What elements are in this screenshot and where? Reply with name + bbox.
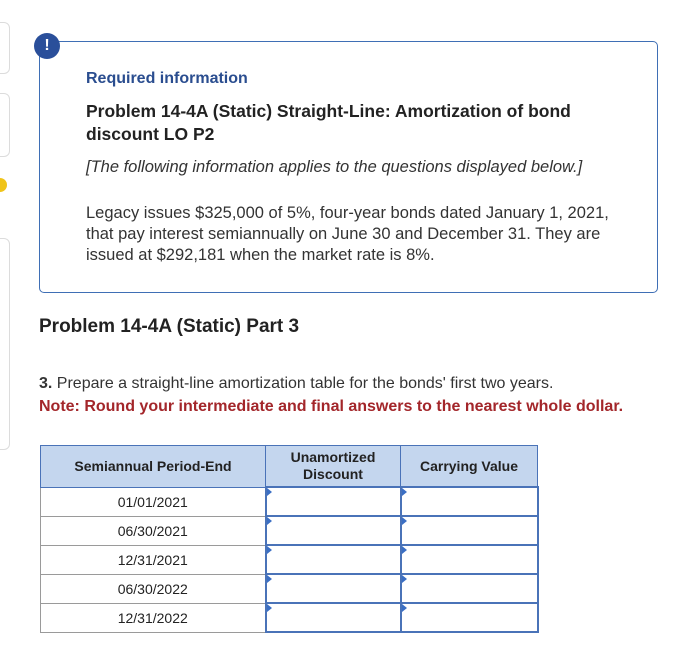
header-discount-line2: Discount bbox=[303, 466, 363, 482]
period-cell: 12/31/2021 bbox=[41, 545, 266, 574]
problem-title: Problem 14-4A (Static) Straight-Line: Amortization of bond discount LO P2 bbox=[86, 101, 571, 144]
input-marker-icon bbox=[267, 604, 272, 612]
table-row bbox=[41, 574, 538, 603]
carrying-value-input[interactable] bbox=[402, 546, 537, 573]
carrying-value-input[interactable] bbox=[402, 575, 537, 602]
table-row bbox=[41, 603, 538, 632]
instruction-text: Prepare a straight-line amortization table for the bonds' first two years. bbox=[52, 375, 554, 392]
input-marker-icon bbox=[402, 517, 407, 525]
left-edge-card-lower bbox=[0, 238, 10, 450]
instruction-number: 3. bbox=[39, 375, 53, 392]
input-marker-icon bbox=[267, 517, 272, 525]
unamortized-discount-input[interactable] bbox=[267, 604, 400, 631]
table-row bbox=[41, 545, 538, 574]
required-information-heading: Required information bbox=[86, 70, 248, 87]
unamortized-discount-input[interactable] bbox=[267, 517, 400, 544]
input-marker-icon bbox=[267, 575, 272, 583]
period-cell: 06/30/2022 bbox=[41, 574, 266, 603]
table-row bbox=[41, 516, 538, 545]
carrying-value-input-cell[interactable] bbox=[401, 487, 538, 516]
status-dot-icon bbox=[0, 178, 7, 192]
instruction bbox=[39, 375, 553, 393]
unamortized-discount-input-cell[interactable] bbox=[266, 516, 401, 545]
unamortized-discount-input-cell[interactable] bbox=[266, 574, 401, 603]
input-marker-icon bbox=[402, 604, 407, 612]
header-unamortized-discount bbox=[266, 446, 401, 488]
unamortized-discount-input[interactable] bbox=[267, 488, 400, 515]
input-marker-icon bbox=[267, 488, 272, 496]
unamortized-discount-input-cell[interactable] bbox=[266, 487, 401, 516]
table-row bbox=[41, 487, 538, 516]
period-cell: 06/30/2021 bbox=[41, 516, 266, 545]
header-carrying-value: Carrying Value bbox=[401, 446, 538, 488]
carrying-value-input[interactable] bbox=[402, 488, 537, 515]
period-cell: 01/01/2021 bbox=[41, 487, 266, 516]
amortization-table bbox=[40, 445, 539, 633]
unamortized-discount-input[interactable] bbox=[267, 575, 400, 602]
unamortized-discount-input[interactable] bbox=[267, 546, 400, 573]
alert-icon: ! bbox=[34, 33, 60, 59]
applies-note: [The following information applies to the questions displayed below.] bbox=[86, 158, 583, 176]
unamortized-discount-input-cell[interactable] bbox=[266, 545, 401, 574]
left-edge-card-middle bbox=[0, 93, 10, 157]
left-edge-card-top bbox=[0, 22, 10, 74]
input-marker-icon bbox=[402, 546, 407, 554]
unamortized-discount-input-cell[interactable] bbox=[266, 603, 401, 632]
problem-description: Legacy issues $325,000 of 5%, four-year bonds dated January 1, 2021, that pay interest semiannually on June 30 and December 31. They are issued at $292,181 when the market rate is 8%. bbox=[86, 204, 609, 264]
table-header-row bbox=[41, 446, 538, 488]
carrying-value-input-cell[interactable] bbox=[401, 603, 538, 632]
carrying-value-input[interactable] bbox=[402, 604, 537, 631]
carrying-value-input-cell[interactable] bbox=[401, 574, 538, 603]
carrying-value-input-cell[interactable] bbox=[401, 545, 538, 574]
input-marker-icon bbox=[402, 575, 407, 583]
header-period: Semiannual Period-End bbox=[41, 446, 266, 488]
carrying-value-input[interactable] bbox=[402, 517, 537, 544]
input-marker-icon bbox=[267, 546, 272, 554]
carrying-value-input-cell[interactable] bbox=[401, 516, 538, 545]
part-title: Problem 14-4A (Static) Part 3 bbox=[39, 316, 300, 337]
period-cell: 12/31/2022 bbox=[41, 603, 266, 632]
header-discount-line1: Unamortized bbox=[290, 449, 376, 465]
rounding-note: Note: Round your intermediate and final answers to the nearest whole dollar. bbox=[39, 398, 624, 415]
input-marker-icon bbox=[402, 488, 407, 496]
